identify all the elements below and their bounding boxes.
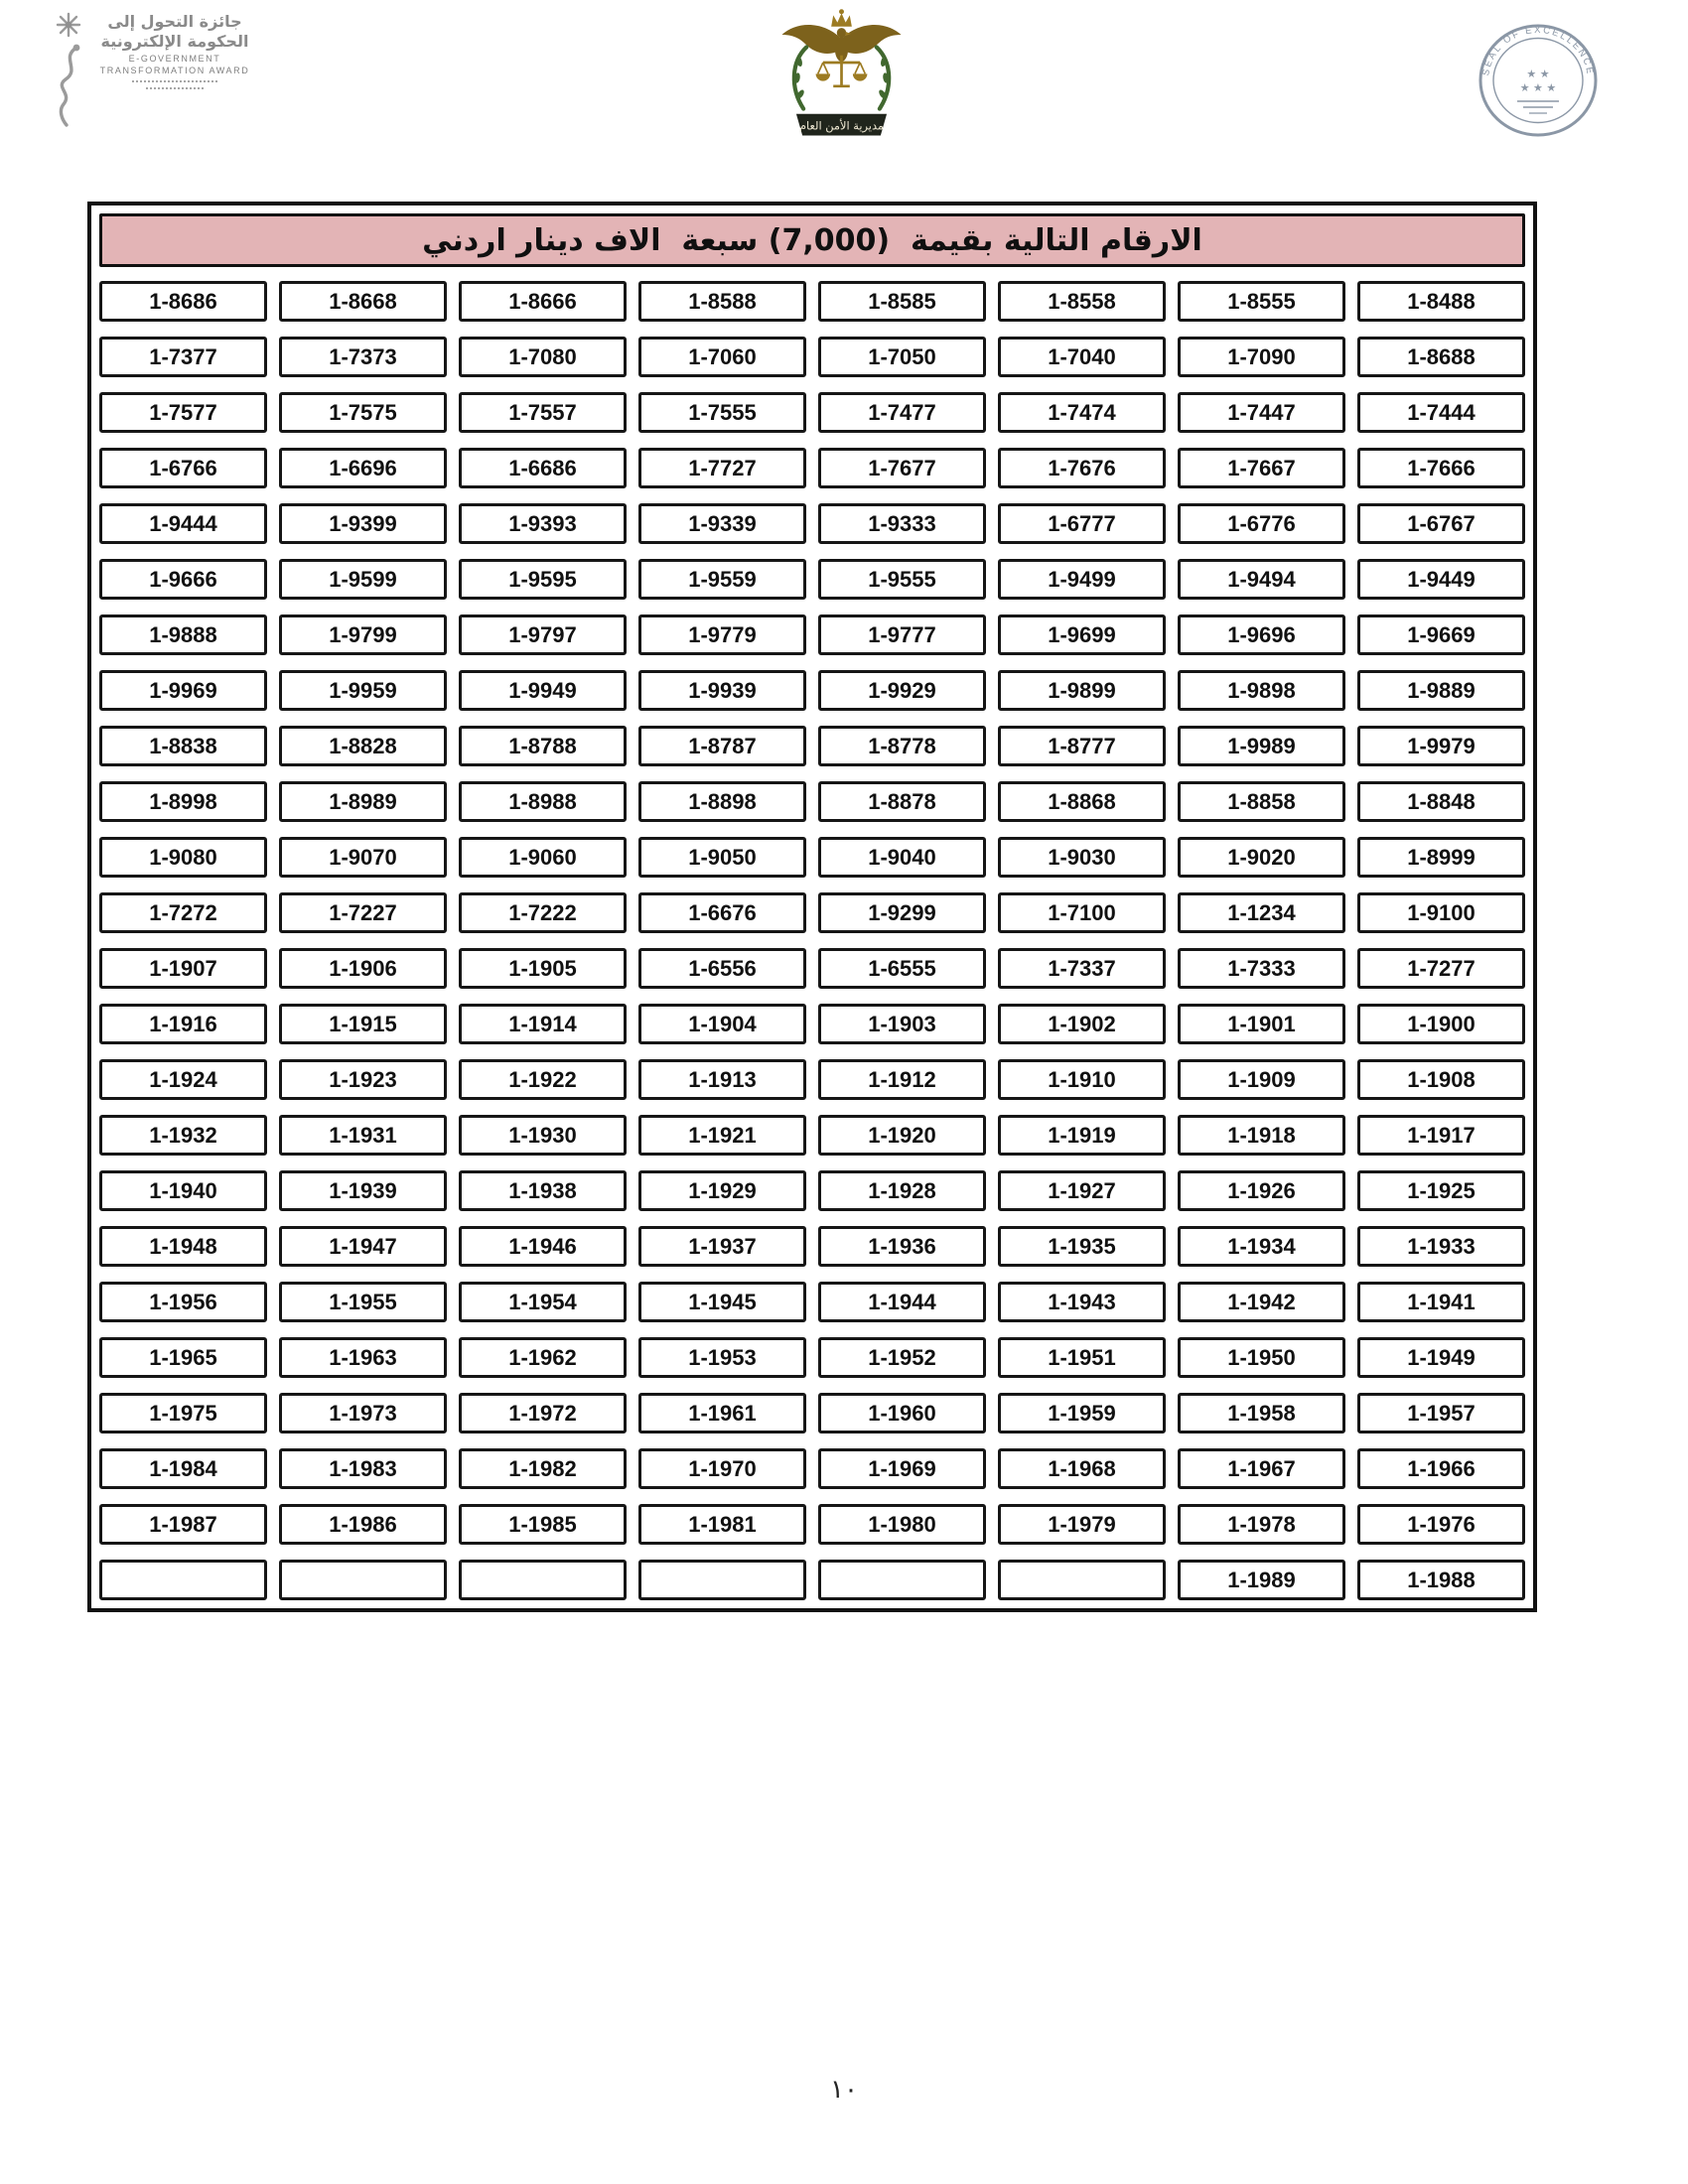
table-cell: 1-6776: [1178, 503, 1345, 544]
table-cell: 1-1924: [99, 1059, 267, 1100]
table-cell: 1-1951: [998, 1337, 1166, 1378]
table-cell: [279, 1560, 447, 1600]
egov-award-english-line1: E-GOVERNMENT: [128, 54, 221, 64]
page-number: ١٠: [830, 2075, 858, 2105]
table-cell: 1-1930: [459, 1115, 627, 1156]
table-cell: 1-1910: [998, 1059, 1166, 1100]
table-cell: 1-9969: [99, 670, 267, 711]
table-cell: 1-8666: [459, 281, 627, 322]
egov-award-marks: [50, 12, 87, 129]
table-cell: 1-9299: [818, 892, 986, 933]
table-cell: 1-9333: [818, 503, 986, 544]
table-cell: 1-9888: [99, 614, 267, 655]
table-cell: 1-8588: [638, 281, 806, 322]
table-cell: 1-1952: [818, 1337, 986, 1378]
table-cell: 1-1937: [638, 1226, 806, 1267]
table-cell: 1-1986: [279, 1504, 447, 1545]
table-cell: 1-1936: [818, 1226, 986, 1267]
table-cell: 1-1979: [998, 1504, 1166, 1545]
table-cell: 1-8585: [818, 281, 986, 322]
table-cell: 1-1906: [279, 948, 447, 989]
table-cell: 1-1921: [638, 1115, 806, 1156]
excellence-seal-logo: [1477, 22, 1599, 143]
table-cell: [99, 1560, 267, 1600]
table-cell: 1-9444: [99, 503, 267, 544]
table-cell: 1-1933: [1357, 1226, 1525, 1267]
table-cell: 1-9799: [279, 614, 447, 655]
numbers-table: [87, 202, 1537, 1612]
table-cell: 1-1940: [99, 1170, 267, 1211]
table-cell: 1-7557: [459, 392, 627, 433]
table-cell: 1-7575: [279, 392, 447, 433]
seal-stars-row2: ★ ★ ★: [1519, 81, 1557, 94]
table-cell: 1-1932: [99, 1115, 267, 1156]
table-cell: 1-9100: [1357, 892, 1525, 933]
table-cell: 1-1915: [279, 1004, 447, 1044]
table-cell: 1-1943: [998, 1282, 1166, 1322]
table-cell: 1-9989: [1178, 726, 1345, 766]
table-cell: 1-9898: [1178, 670, 1345, 711]
table-cell: 1-7100: [998, 892, 1166, 933]
table-cell: 1-1968: [998, 1448, 1166, 1489]
table-cell: 1-7377: [99, 337, 267, 377]
egov-award-smallprint-line: [132, 80, 217, 82]
table-cell: 1-1913: [638, 1059, 806, 1100]
table-cell: 1-1963: [279, 1337, 447, 1378]
table-cell: 1-6686: [459, 448, 627, 488]
table-cell: 1-8558: [998, 281, 1166, 322]
table-cell: 1-9040: [818, 837, 986, 878]
table-cell: 1-1969: [818, 1448, 986, 1489]
table-cell: 1-1973: [279, 1393, 447, 1433]
table-cell: 1-7447: [1178, 392, 1345, 433]
emblem-banner-text: مديرية الأمن العام: [798, 118, 885, 133]
table-cell: 1-9030: [998, 837, 1166, 878]
table-cell: 1-9779: [638, 614, 806, 655]
table-cell: 1-1908: [1357, 1059, 1525, 1100]
table-cell: 1-8777: [998, 726, 1166, 766]
table-cell: 1-1927: [998, 1170, 1166, 1211]
table-cell: 1-1919: [998, 1115, 1166, 1156]
table-cell: 1-9939: [638, 670, 806, 711]
table-cell: 1-1904: [638, 1004, 806, 1044]
table-cell: 1-1935: [998, 1226, 1166, 1267]
table-cell: 1-1925: [1357, 1170, 1525, 1211]
table-cell: 1-7060: [638, 337, 806, 377]
table-cell: 1-1939: [279, 1170, 447, 1211]
table-cell: 1-9669: [1357, 614, 1525, 655]
table-cell: 1-6556: [638, 948, 806, 989]
table-cell: 1-7444: [1357, 392, 1525, 433]
table-cell: 1-1957: [1357, 1393, 1525, 1433]
table-cell: 1-1966: [1357, 1448, 1525, 1489]
table-cell: 1-8668: [279, 281, 447, 322]
table-cell: 1-8555: [1178, 281, 1345, 322]
table-cell: 1-1914: [459, 1004, 627, 1044]
table-cell: 1-9929: [818, 670, 986, 711]
table-cell: 1-9070: [279, 837, 447, 878]
table-cell: 1-9889: [1357, 670, 1525, 711]
table-cell: 1-1916: [99, 1004, 267, 1044]
table-cell: 1-6766: [99, 448, 267, 488]
table-cell: 1-9797: [459, 614, 627, 655]
table-cell: 1-1946: [459, 1226, 627, 1267]
table-cell: 1-1983: [279, 1448, 447, 1489]
table-cell: 1-9599: [279, 559, 447, 600]
table-cell: 1-1926: [1178, 1170, 1345, 1211]
table-cell: 1-1988: [1357, 1560, 1525, 1600]
table-cell: 1-7337: [998, 948, 1166, 989]
table-cell: 1-1975: [99, 1393, 267, 1433]
table-cell: 1-1954: [459, 1282, 627, 1322]
table-cell: 1-9060: [459, 837, 627, 878]
table-cell: 1-1960: [818, 1393, 986, 1433]
table-cell: 1-7477: [818, 392, 986, 433]
table-cell: 1-7040: [998, 337, 1166, 377]
table-cell: 1-8848: [1357, 781, 1525, 822]
table-cell: 1-8686: [99, 281, 267, 322]
table-cell: 1-1959: [998, 1393, 1166, 1433]
table-cell: 1-1976: [1357, 1504, 1525, 1545]
table-cell: 1-1941: [1357, 1282, 1525, 1322]
table-cell: 1-8858: [1178, 781, 1345, 822]
table-cell: 1-7667: [1178, 448, 1345, 488]
table-cell: 1-7666: [1357, 448, 1525, 488]
table-cell: 1-7474: [998, 392, 1166, 433]
numbers-grid: [99, 281, 1525, 1600]
table-cell: 1-9979: [1357, 726, 1525, 766]
table-cell: 1-1912: [818, 1059, 986, 1100]
table-cell: 1-1928: [818, 1170, 986, 1211]
egov-award-logo: [50, 12, 258, 129]
table-cell: 1-1984: [99, 1448, 267, 1489]
table-cell: 1-1985: [459, 1504, 627, 1545]
excellence-seal-icon: [1477, 22, 1599, 139]
table-cell: 1-8868: [998, 781, 1166, 822]
table-cell: [818, 1560, 986, 1600]
table-cell: 1-9696: [1178, 614, 1345, 655]
table-cell: 1-7727: [638, 448, 806, 488]
table-cell: 1-1942: [1178, 1282, 1345, 1322]
table-cell: 1-1902: [998, 1004, 1166, 1044]
table-cell: 1-9080: [99, 837, 267, 878]
table-cell: [459, 1560, 627, 1600]
seal-arc-text: SEAL OF EXCELLENCE: [1480, 24, 1596, 77]
table-cell: 1-1934: [1178, 1226, 1345, 1267]
table-cell: 1-9559: [638, 559, 806, 600]
table-cell: 1-8989: [279, 781, 447, 822]
table-cell: 1-1970: [638, 1448, 806, 1489]
table-cell: 1-1967: [1178, 1448, 1345, 1489]
table-cell: 1-9595: [459, 559, 627, 600]
table-title-bar: [99, 213, 1525, 267]
table-cell: 1-8999: [1357, 837, 1525, 878]
table-cell: 1-1953: [638, 1337, 806, 1378]
public-security-emblem: [770, 8, 914, 151]
table-cell: 1-1922: [459, 1059, 627, 1100]
table-cell: 1-1982: [459, 1448, 627, 1489]
egov-award-smallprint-line: [146, 87, 204, 89]
table-cell: 1-7222: [459, 892, 627, 933]
table-cell: 1-7677: [818, 448, 986, 488]
table-cell: 1-9666: [99, 559, 267, 600]
table-cell: 1-8878: [818, 781, 986, 822]
table-cell: [638, 1560, 806, 1600]
egov-award-arabic-line2: الحكومة الإلكترونية: [100, 32, 249, 51]
table-cell: 1-7333: [1178, 948, 1345, 989]
table-cell: 1-9399: [279, 503, 447, 544]
table-cell: 1-8688: [1357, 337, 1525, 377]
flower-ornament-icon: [56, 12, 81, 38]
table-cell: 1-6555: [818, 948, 986, 989]
table-cell: 1-1989: [1178, 1560, 1345, 1600]
table-cell: 1-8787: [638, 726, 806, 766]
table-cell: 1-8998: [99, 781, 267, 822]
table-cell: 1-1962: [459, 1337, 627, 1378]
table-cell: 1-1987: [99, 1504, 267, 1545]
table-cell: 1-1918: [1178, 1115, 1345, 1156]
table-cell: 1-1900: [1357, 1004, 1525, 1044]
table-cell: 1-1956: [99, 1282, 267, 1322]
table-cell: 1-6676: [638, 892, 806, 933]
table-cell: 1-7676: [998, 448, 1166, 488]
table-cell: 1-1944: [818, 1282, 986, 1322]
table-cell: 1-7277: [1357, 948, 1525, 989]
table-cell: 1-1907: [99, 948, 267, 989]
table-cell: 1-8828: [279, 726, 447, 766]
table-cell: 1-1234: [1178, 892, 1345, 933]
table-cell: 1-9449: [1357, 559, 1525, 600]
table-cell: 1-1950: [1178, 1337, 1345, 1378]
table-cell: 1-1978: [1178, 1504, 1345, 1545]
table-cell: 1-1965: [99, 1337, 267, 1378]
table-cell: 1-8988: [459, 781, 627, 822]
table-cell: 1-1955: [279, 1282, 447, 1322]
table-cell: 1-1948: [99, 1226, 267, 1267]
table-cell: 1-1947: [279, 1226, 447, 1267]
table-cell: 1-6767: [1357, 503, 1525, 544]
table-cell: 1-8778: [818, 726, 986, 766]
public-security-emblem-icon: [770, 8, 914, 147]
table-cell: 1-1909: [1178, 1059, 1345, 1100]
table-cell: 1-1917: [1357, 1115, 1525, 1156]
table-cell: 1-1931: [279, 1115, 447, 1156]
table-cell: 1-7272: [99, 892, 267, 933]
table-cell: 1-7050: [818, 337, 986, 377]
table-cell: 1-7577: [99, 392, 267, 433]
table-cell: 1-1949: [1357, 1337, 1525, 1378]
table-cell: 1-8788: [459, 726, 627, 766]
table-cell: 1-9959: [279, 670, 447, 711]
swirl-calligraphy-icon: [53, 42, 84, 129]
table-cell: 1-9393: [459, 503, 627, 544]
table-cell: 1-9699: [998, 614, 1166, 655]
table-cell: 1-7555: [638, 392, 806, 433]
egov-award-arabic-line1: جائزة التحول إلى: [107, 12, 242, 31]
table-cell: 1-9494: [1178, 559, 1345, 600]
egov-award-english-line2: TRANSFORMATION AWARD: [99, 66, 250, 75]
table-cell: 1-7227: [279, 892, 447, 933]
table-cell: 1-1958: [1178, 1393, 1345, 1433]
table-cell: 1-1945: [638, 1282, 806, 1322]
table-cell: 1-6777: [998, 503, 1166, 544]
table-cell: 1-8488: [1357, 281, 1525, 322]
table-cell: 1-7090: [1178, 337, 1345, 377]
table-cell: 1-1929: [638, 1170, 806, 1211]
table-cell: 1-7080: [459, 337, 627, 377]
table-cell: 1-9020: [1178, 837, 1345, 878]
table-cell: 1-1923: [279, 1059, 447, 1100]
table-cell: 1-9339: [638, 503, 806, 544]
table-cell: 1-1903: [818, 1004, 986, 1044]
table-cell: 1-9949: [459, 670, 627, 711]
table-cell: 1-9555: [818, 559, 986, 600]
table-cell: 1-1981: [638, 1504, 806, 1545]
seal-stars-row1: ★ ★: [1526, 68, 1550, 80]
table-cell: [998, 1560, 1166, 1600]
table-cell: 1-1980: [818, 1504, 986, 1545]
table-cell: 1-7373: [279, 337, 447, 377]
table-cell: 1-1972: [459, 1393, 627, 1433]
table-cell: 1-1920: [818, 1115, 986, 1156]
table-cell: 1-9777: [818, 614, 986, 655]
table-cell: 1-9499: [998, 559, 1166, 600]
table-cell: 1-1961: [638, 1393, 806, 1433]
table-title: الارقام التالية بقيمة (7,000) سبعة الاف دينار اردني: [422, 222, 1202, 258]
table-cell: 1-9050: [638, 837, 806, 878]
egov-award-text: [95, 12, 254, 129]
table-cell: 1-8838: [99, 726, 267, 766]
table-cell: 1-1938: [459, 1170, 627, 1211]
table-cell: 1-8898: [638, 781, 806, 822]
table-cell: 1-1901: [1178, 1004, 1345, 1044]
table-cell: 1-9899: [998, 670, 1166, 711]
table-cell: 1-6696: [279, 448, 447, 488]
table-cell: 1-1905: [459, 948, 627, 989]
